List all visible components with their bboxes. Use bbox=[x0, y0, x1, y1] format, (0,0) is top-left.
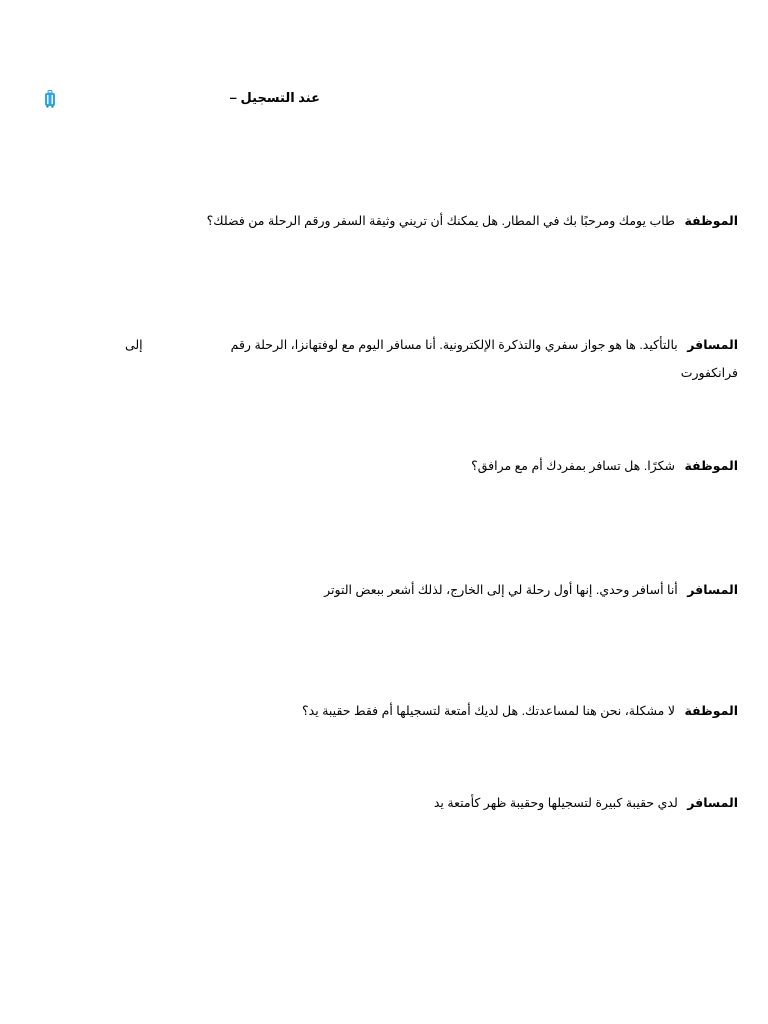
page-title bbox=[230, 90, 320, 106]
heading-text: عند التسجيل bbox=[240, 90, 320, 105]
speaker-label: المسافر bbox=[687, 338, 738, 352]
heading-dash: – bbox=[229, 90, 237, 105]
heading-row bbox=[40, 90, 320, 112]
dialogue-line-5 bbox=[302, 697, 738, 725]
luggage-icon bbox=[44, 90, 56, 108]
line-text: بالتأكيد. ها هو جواز سفري والتذكرة الإلكترونية. أنا مسافر اليوم مع لوفتهانزا، الرحلة رقم bbox=[230, 338, 678, 352]
line-text-continued: فرانكفورت bbox=[680, 366, 738, 380]
line-text: شكرًا. هل تسافر بمفردك أم مع مرافق؟ bbox=[471, 459, 675, 473]
dialogue-line-3 bbox=[471, 452, 738, 480]
line-text: طاب يومك ومرحبًا بك في المطار. هل يمكنك أن تريني وثيقة السفر ورقم الرحلة من فضلك؟ bbox=[206, 214, 675, 228]
speaker-label: المسافر bbox=[687, 583, 738, 597]
line-text-tail: إلى bbox=[124, 338, 143, 352]
speaker-label: المسافر bbox=[687, 796, 738, 810]
speaker-label: الموظفة bbox=[684, 214, 738, 228]
dialogue-line-4 bbox=[324, 576, 738, 604]
line-text: لدي حقيبة كبيرة لتسجيلها وحقيبة ظهر كأمتعة يد bbox=[433, 796, 678, 810]
line-text: أنا أسافر وحدي. إنها أول رحلة لي إلى الخارج، لذلك أشعر ببعض التوتر bbox=[324, 583, 678, 597]
dialogue-line-1 bbox=[207, 207, 738, 235]
speaker-label: الموظفة bbox=[684, 459, 738, 473]
dialogue-line-6 bbox=[434, 789, 738, 817]
line-text: لا مشكلة، نحن هنا لمساعدتك. هل لديك أمتعة لتسجيلها أم فقط حقيبة يد؟ bbox=[302, 704, 675, 718]
speaker-label: الموظفة bbox=[684, 704, 738, 718]
dialogue-line-2 bbox=[28, 331, 738, 387]
